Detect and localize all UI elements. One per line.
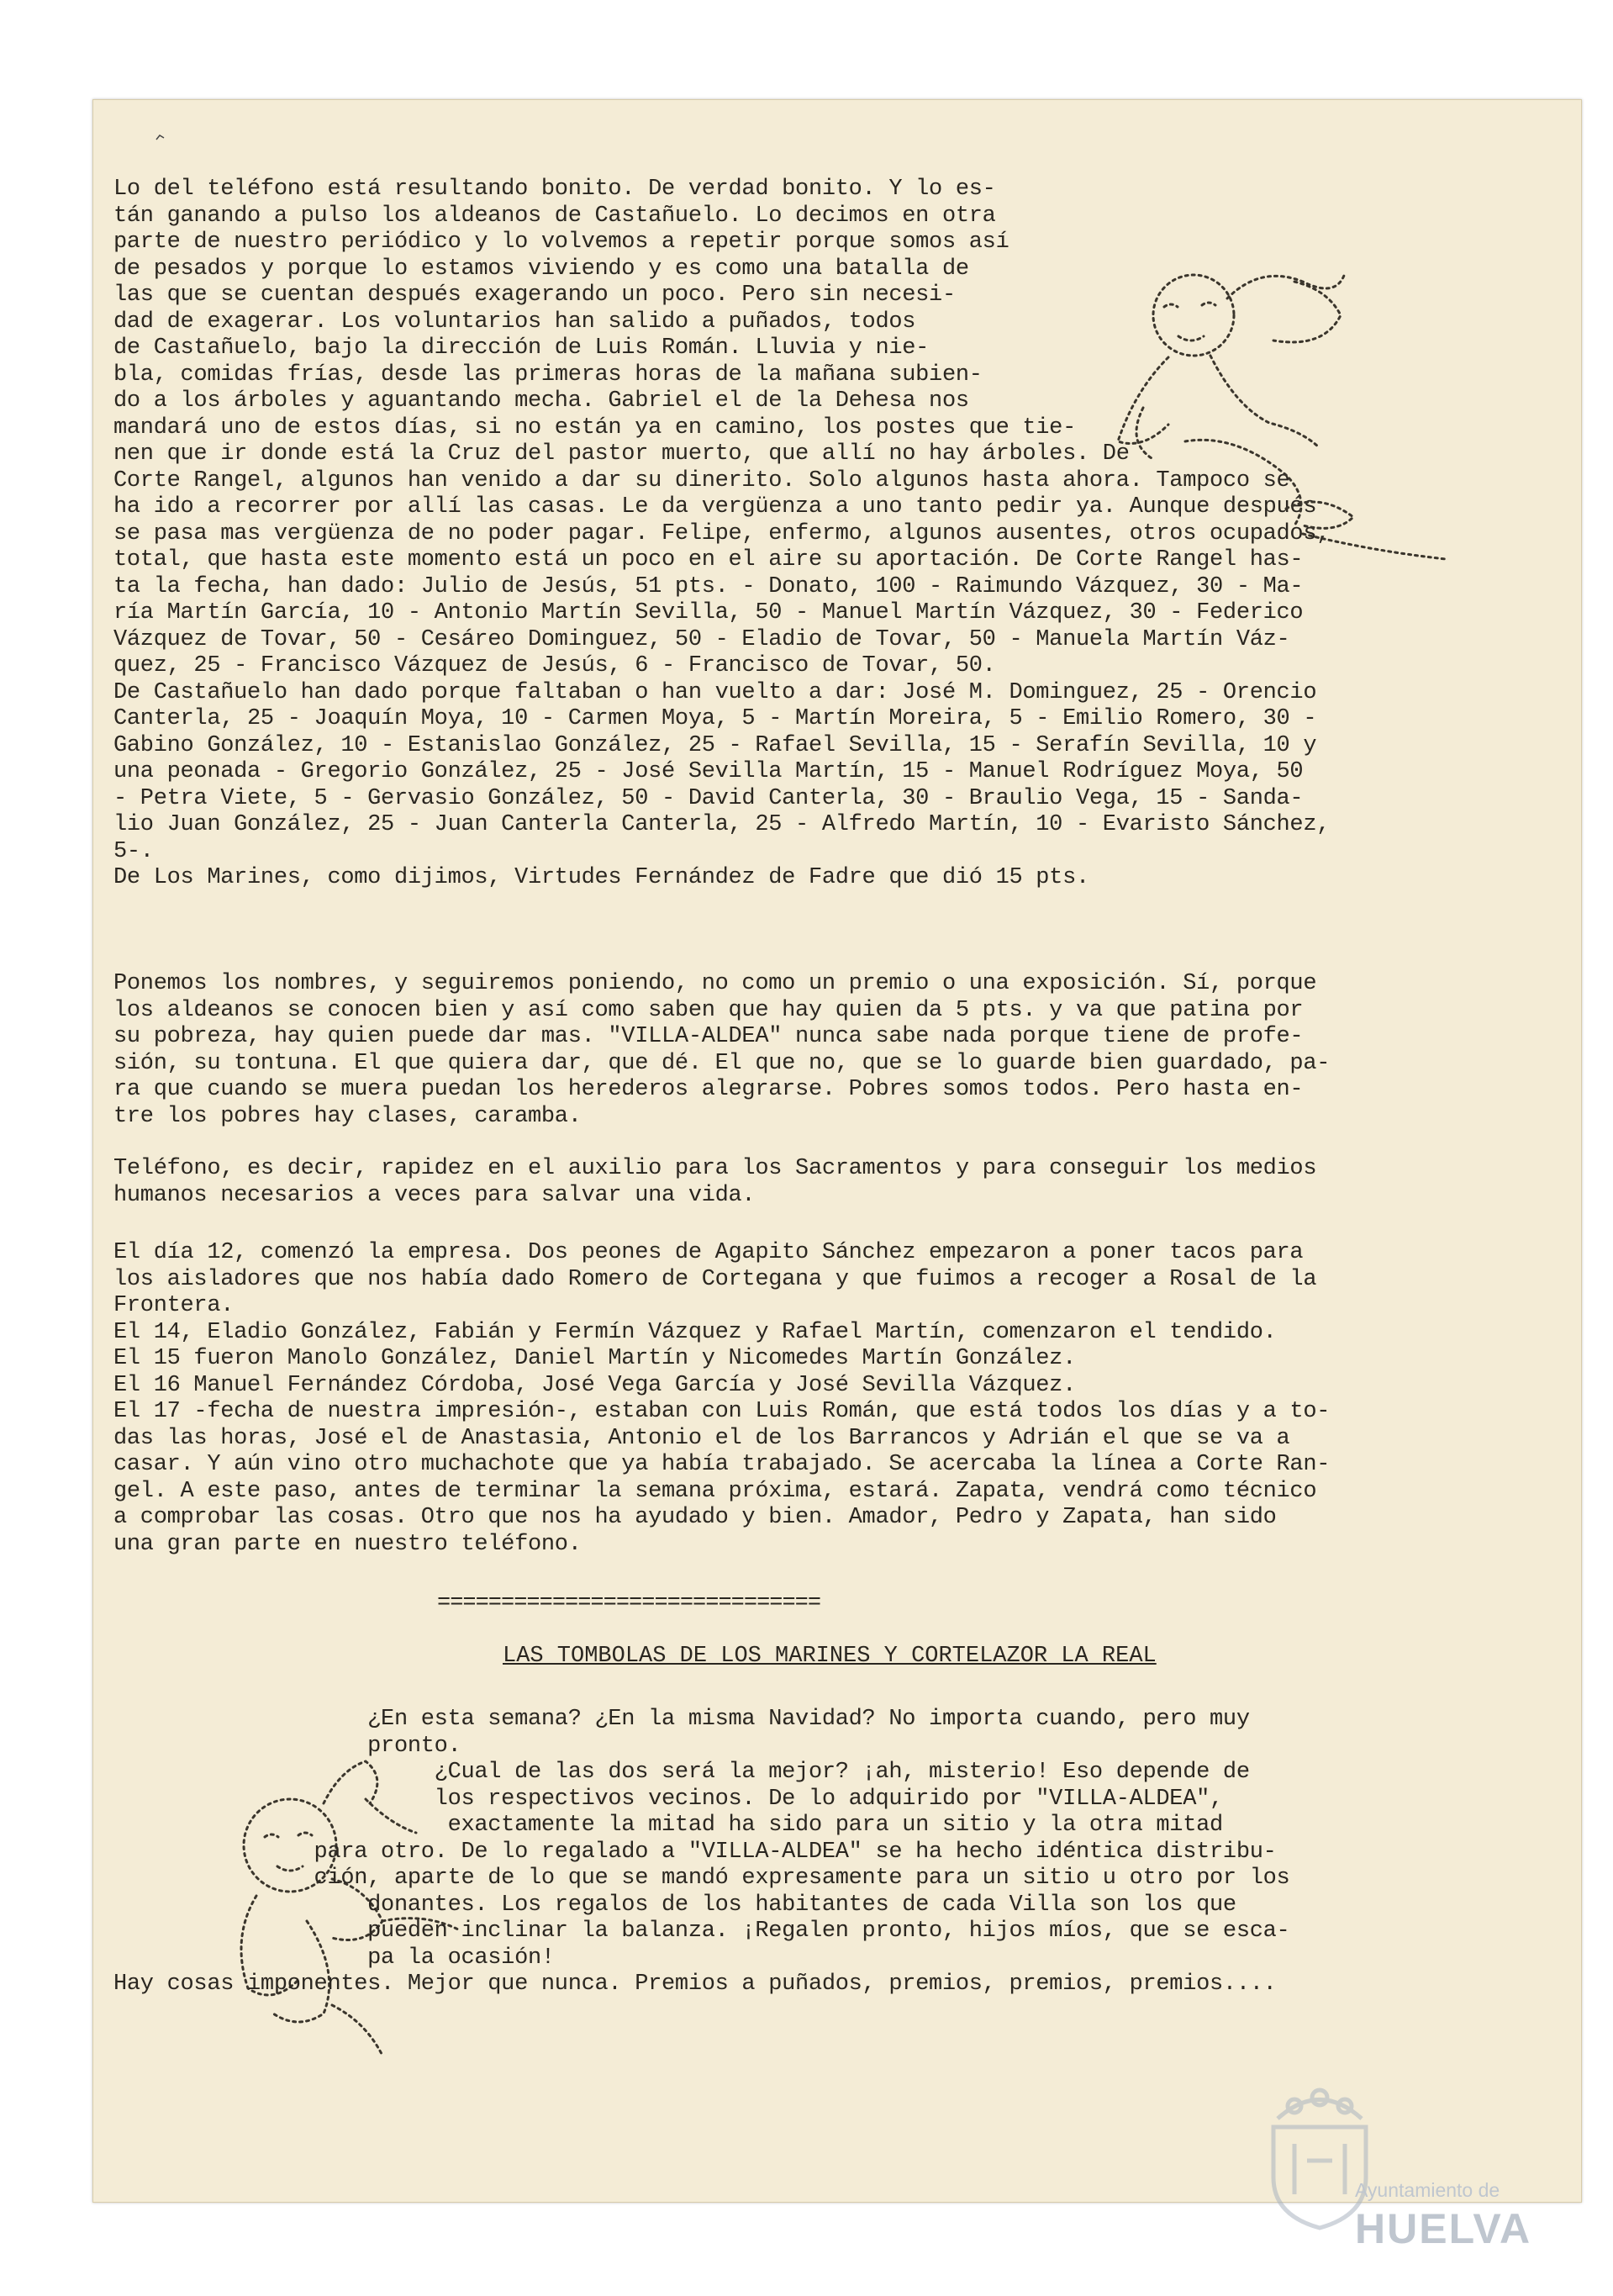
- article-paragraph-telefono: Lo del teléfono está resultando bonito. De verdad bonito. Y lo es- tán ganando a pulso los aldeanos de Castañuelo. Lo decimos en otra parte de nuestro periódico y lo volvemos a repetir porque somos así de pesados y porque lo estamos viviendo y es como una batalla de las que se cuentan después exagerando un poco. Pero sin necesi- dad de exagerar. Los voluntarios han salido a puñados, todos de Castañuelo, bajo la dirección de Luis Román. Lluvia y nie- bla, comidas frías, desde las primeras horas de la mañana subien- do a los árboles y aguantando mecha. Gabriel el de la Dehesa nos mandará uno de estos días, si no están ya en camino, los postes que tie- nen que ir donde está la Cruz del pastor muerto, que allí no hay árboles. De Corte Rangel, algunos han venido a dar su dinerito. Solo algunos hasta ahora. Tampoco se ha ido a recorrer por allí las casas. Le da vergüenza a uno tanto pedir ya. Aunque después se pasa mas vergüenza de no poder pagar. Felipe, enfermo, algunos ausentes, otros ocupados, total, que hasta este momento está un poco en el aire su aportación. De Corte Rangel has- ta la fecha, han dado: Julio de Jesús, 51 pts. - Donato, 100 - Raimundo Vázquez, 30 - Ma- ría Martín García, 10 - Antonio Martín Sevilla, 50 - Manuel Martín Vázquez, 30 - Federico Vázquez de Tovar, 50 - Cesáreo Dominguez, 50 - Eladio de Tovar, 50 - Manuela Martín Váz- quez, 25 - Francisco Vázquez de Jesús, 6 - Francisco de Tovar, 50. De Castañuelo han dado porque faltaban o han vuelto a dar: José M. Dominguez, 25 - Orencio Canterla, 25 - Joaquín Moya, 10 - Carmen Moya, 5 - Martín Moreira, 5 - Emilio Romero, 30 - Gabino González, 10 - Estanislao González, 25 - Rafael Sevilla, 15 - Serafín Sevilla, 10 y una peonada - Gregorio González, 25 - José Sevilla Martín, 15 - Manuel Rodríguez Moya, 50 - Petra Viete, 5 - Gervasio González, 50 - David Canterla, 30 - Braulio Vega, 15 - Sanda- lio Juan González, 25 - Juan Canterla Canterla, 25 - Alfredo Martín, 10 - Evaristo Sánchez, 5-. De Los Marines, como dijimos, Virtudes Fernández de Fadre que dió 15 pts.: [113, 177, 1331, 890]
- watermark-huelva: HUELVA: [1355, 2205, 1532, 2252]
- article-paragraph-nombres: Ponemos los nombres, y seguiremos poniendo, no como un premio o una exposición. Sí, porque los aldeanos se conocen bien y así como saben que hay quien da 5 pts. y va que patina por su pobreza, hay quien puede dar mas. "VILLA-ALDEA" nunca sabe nada porque tiene de profe- sión, su tontuna. El que quiera dar, que dé. El que no, que se lo guarde bien guardado, pa- ra que cuando se muera puedan los herederos alegrarse. Pobres somos todos. Pero hasta en- tre los pobres hay clases, caramba.: [113, 971, 1331, 1129]
- article-paragraph-tombolas: ¿En esta semana? ¿En la misma Navidad? No importa cuando, pero muy pronto. ¿Cual de las dos será la mejor? ¡ah, misterio! Eso depende de los respectivos vecinos. De lo adquirido por "VILLA-ALDEA", exactamente la mitad ha sido para un sitio y la otra mitad para otro. De lo regalado a "VILLA-ALDEA" se ha hecho idéntica distribu- ción, aparte de lo que se mandó expresamente para un sitio u otro por los donantes. Los regalos de los habitantes de cada Villa son los que pueden inclinar la balanza. ¡Regalen pronto, hijos míos, que se esca- pa la ocasión! Hay cosas imponentes. Mejor que nunca. Premios a puñados, premios, premios, premios....: [113, 1707, 1290, 1997]
- tombolas-heading: LAS TOMBOLAS DE LOS MARINES Y CORTELAZOR LA REAL: [503, 1644, 1157, 1669]
- section-separator: ==============================: [437, 1591, 821, 1616]
- watermark-ayuntamiento: Ayuntamiento de: [1355, 2179, 1500, 2201]
- staple-mark-icon: [156, 135, 166, 141]
- cherub-doodle-icon: [1084, 256, 1463, 576]
- article-paragraph-sacramentos: Teléfono, es decir, rapidez en el auxilio para los Sacramentos y para conseguir los medios humanos necesarios a veces para salvar una vida.: [113, 1156, 1317, 1208]
- article-paragraph-empresa: El día 12, comenzó la empresa. Dos peones de Agapito Sánchez empezaron a poner tacos para los aisladores que nos había dado Romero de Cortegana y que fuimos a recoger a Rosal de la Frontera. El 14, Eladio González, Fabián y Fermín Vázquez y Rafael Martín, comenzaron el tendido. El 15 fueron Manolo González, Daniel Martín y Nicomedes Martín González. El 16 Manuel Fernández Córdoba, José Vega García y José Sevilla Vázquez. El 17 -fecha de nuestra impresión-, estaban con Luis Román, que está todos los días y a to- das las horas, José el de Anastasia, Antonio el de los Barrancos y Adrián el que se va a casar. Y aún vino otro muchachote que ya había trabajado. Se acercaba la línea a Corte Ran- gel. A este paso, antes de terminar la semana próxima, estará. Zapata, vendrá como técnico a comprobar las cosas. Otro que nos ha ayudado y bien. Amador, Pedro y Zapata, han sido una gran parte en nuestro teléfono.: [113, 1240, 1331, 1557]
